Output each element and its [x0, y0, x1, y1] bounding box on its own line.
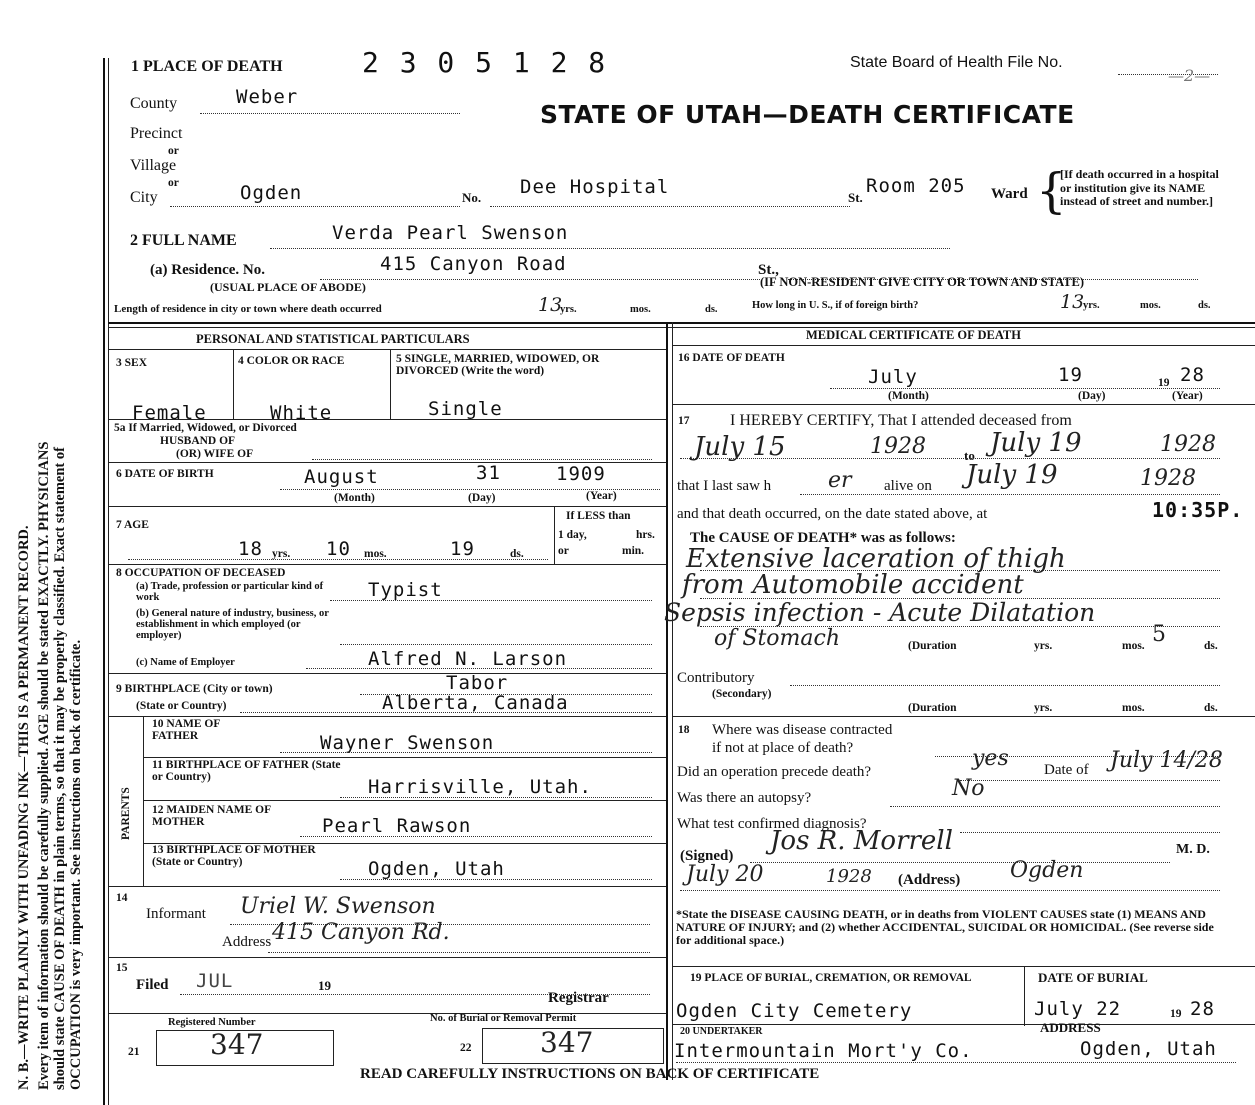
st-label: St. [848, 190, 863, 205]
undertaker-label: 20 UNDERTAKER [680, 1026, 763, 1037]
husband-label-1: 5a If Married, Widowed, or Divorced [114, 422, 297, 434]
side-note-4: OCCUPATION is very important. See instructions on back of certificate. [68, 639, 84, 1090]
contributory-label: Contributory [677, 670, 755, 686]
occupation-value: Typist [368, 579, 443, 601]
non-resident-label: (IF NON-RESIDENT GIVE CITY OR TOWN AND STATE) [760, 275, 1085, 289]
burial-address-label: ADDRESS [1040, 1020, 1101, 1035]
medical-section-title: MEDICAL CERTIFICATE OF DEATH [806, 328, 1021, 342]
burial-permit-label: No. of Burial or Removal Permit [430, 1013, 577, 1024]
sex-label: 3 SEX [116, 357, 147, 369]
date-of-death-label: 16 DATE OF DEATH [678, 352, 785, 364]
certificate-number: 2 3 0 5 1 2 8 [362, 46, 608, 79]
age-years: 18 [238, 538, 263, 560]
county-label: County [130, 95, 178, 112]
how-long-us-label: How long in U. S., if of foreign birth? [752, 300, 919, 311]
residence-value: 415 Canyon Road [380, 253, 567, 275]
certify-text: I HEREBY CERTIFY, That I attended deceased from [730, 412, 1072, 429]
cause-line-4: of Stomach [714, 626, 841, 651]
hospital-note: [If death occurred in a hospital or institution give its NAME instead of street and number.] [1060, 167, 1219, 208]
dod-month: July [868, 366, 918, 388]
informant-address: 415 Canyon Rd. [272, 920, 450, 945]
mother-label: 12 MAIDEN NAME OF MOTHER [152, 804, 271, 828]
registrar-label: Registrar [548, 990, 609, 1006]
side-note-3: should state CAUSE OF DEATH in plain terms, so that it may be properly classified. Exact statement of [52, 447, 68, 1090]
father-label: 10 NAME OF FATHER [152, 718, 220, 742]
employer-label: (c) Name of Employer [136, 657, 235, 668]
operation-label: Did an operation precede death? [677, 764, 872, 780]
age-days: 19 [450, 538, 475, 560]
informant-address-label: Address [222, 934, 272, 950]
occupation-a-label: (a) Trade, profession or particular kind of work [136, 581, 324, 603]
operation-date: July 14/28 [1110, 748, 1223, 773]
mother-birthplace-label: 13 BIRTHPLACE OF MOTHER (State or Country) [152, 844, 316, 868]
employer-value: Alfred N. Larson [368, 648, 568, 670]
last-saw-pronoun: er [828, 468, 852, 493]
occupation-b-label: (b) General nature of industry, business, or establishment in which employed (or employer) [136, 608, 329, 641]
attended-to-year: 1928 [1160, 432, 1216, 457]
burial-place-label: 19 PLACE OF BURIAL, CREMATION, OR REMOVAL [690, 972, 972, 984]
side-note-2: Every item of information should be carefully supplied. AGE should be stated EXACTLY. PHYSICIANS [36, 441, 52, 1090]
informant-label: Informant [146, 906, 206, 922]
dob-month: August [304, 466, 379, 488]
race-label: 4 COLOR OR RACE [238, 355, 345, 367]
father-value: Wayner Swenson [320, 732, 495, 754]
autopsy-label: Was there an autopsy? [677, 790, 812, 806]
sex-value: Female [132, 402, 207, 424]
no-label: No. [462, 190, 482, 205]
race-value: White [270, 402, 333, 424]
dod-year: 28 [1180, 364, 1205, 386]
birthplace-state: Alberta, Canada [382, 692, 569, 714]
dob-label: 6 DATE OF BIRTH [116, 468, 214, 480]
mother-value: Pearl Rawson [322, 815, 472, 837]
residence-label: (a) Residence. No. [150, 262, 265, 278]
length-residence-yrs: 13 [538, 294, 563, 316]
footer-instructions: READ CAREFULLY INSTRUCTIONS ON BACK OF CERTIFICATE [360, 1066, 820, 1082]
attended-from-year: 1928 [870, 434, 926, 459]
village-label: Village [130, 157, 177, 174]
file-no-label: State Board of Health File No. [850, 54, 1063, 71]
undertaker-value: Intermountain Mort'y Co. [674, 1040, 973, 1062]
operation-value: yes [972, 746, 1009, 771]
last-saw-year: 1928 [1140, 466, 1196, 491]
length-residence-label: Length of residence in city or town where death occurred [114, 303, 382, 315]
burial-place-value: Ogden City Cemetery [676, 1000, 913, 1022]
husband-label-3: (OR) WIFE OF [176, 448, 254, 460]
cause-line-2: from Automobile accident [682, 570, 1024, 600]
marital-label: 5 SINGLE, MARRIED, WIDOWED, OR DIVORCED (Write the word) [396, 353, 600, 377]
certificate-title: STATE OF UTAH—DEATH CERTIFICATE [540, 100, 1075, 129]
permit-value: 347 [540, 1026, 594, 1059]
full-name-value: Verda Pearl Swenson [332, 222, 569, 244]
filed-label: Filed [136, 977, 169, 993]
less-than-label: If LESS than [566, 510, 631, 522]
filed-stamp: JUL [196, 970, 234, 992]
burial-date-label: DATE OF BURIAL [1038, 970, 1148, 985]
father-birthplace-label: 11 BIRTHPLACE OF FATHER (State or Country) [152, 759, 341, 783]
occupation-label: 8 OCCUPATION OF DECEASED [116, 567, 286, 579]
cause-line-1: Extensive laceration of thigh [686, 544, 1066, 574]
cause-line-3: Sepsis infection - Acute Dilatation [664, 598, 1096, 627]
how-long-us-yrs: 13 [1060, 291, 1085, 313]
last-saw-date: July 19 [966, 460, 1058, 490]
city-label: City [130, 189, 158, 206]
brace-icon: { [1036, 163, 1067, 219]
dod-day: 19 [1058, 364, 1083, 386]
parents-label: PARENTS [120, 787, 132, 840]
physician-signature: Jos R. Morrell [770, 826, 953, 856]
mother-birthplace: Ogden, Utah [368, 858, 505, 880]
reg-number-label: Registered Number [168, 1017, 256, 1028]
signed-year: 1928 [826, 866, 872, 887]
age-label: 7 AGE [116, 519, 149, 531]
center-divider [666, 322, 668, 1080]
duration-months: 5 [1152, 622, 1166, 647]
dob-day: 31 [476, 462, 501, 484]
informant-signature: Uriel W. Swenson [240, 894, 436, 919]
signed-label: (Signed) [680, 848, 734, 864]
marital-value: Single [428, 398, 503, 420]
test-label: What test confirmed diagnosis? [677, 816, 867, 832]
cause-footnote: *State the DISEASE CAUSING DEATH, or in deaths from VIOLENT CAUSES state (1) MEANS AND NATURE OF INJURY; and (2) whether ACCIDENTAL, SUICIDAL OR HOMICIDAL. (See reverse side for additional space.) [676, 907, 1214, 947]
birthplace-city: Tabor [446, 672, 509, 694]
death-time: 10:35P. [1152, 498, 1244, 522]
city-value: Ogden [240, 182, 303, 204]
full-name-label: 2 FULL NAME [130, 232, 237, 249]
age-months: 10 [326, 538, 351, 560]
physician-address: Ogden [1010, 858, 1084, 883]
burial-date-value: July 22 [1034, 998, 1122, 1020]
father-birthplace: Harrisville, Utah. [368, 776, 592, 798]
usual-abode-label: (USUAL PLACE OF ABODE) [210, 280, 366, 294]
county-value: Weber [236, 86, 299, 108]
ward-label: Ward [991, 186, 1028, 202]
signed-date: July 20 [686, 862, 764, 887]
place-of-death-label: 1 PLACE OF DEATH [131, 58, 283, 75]
death-occurred-label: and that death occurred, on the date stated above, at [677, 506, 988, 522]
hospital-value: Dee Hospital [520, 176, 670, 198]
left-border [103, 58, 105, 1105]
precinct-label: Precinct [130, 125, 183, 142]
dob-year: 1909 [556, 463, 606, 485]
husband-label-2: HUSBAND OF [160, 435, 236, 447]
file-no-value: —2— [1168, 66, 1211, 85]
room-value: Room 205 [866, 175, 966, 197]
burial-year-value: 28 [1190, 998, 1215, 1020]
side-note-1: N. B.—WRITE PLAINLY WITH UNFADING INK—THIS IS A PERMANENT RECORD. [16, 525, 32, 1090]
attended-from: July 15 [694, 432, 786, 462]
cause-label: The CAUSE OF DEATH* was as follows: [690, 530, 956, 546]
undertaker-address: Ogden, Utah [1080, 1038, 1217, 1060]
q18-label: Where was disease contracted [712, 722, 893, 738]
attended-to: July 19 [990, 428, 1082, 458]
personal-section-title: PERSONAL AND STATISTICAL PARTICULARS [196, 332, 470, 346]
birthplace-label: 9 BIRTHPLACE (City or town) [116, 683, 273, 695]
last-saw-label: that I last saw h [677, 478, 772, 494]
reg-number-value: 347 [210, 1028, 264, 1061]
autopsy-value: No [952, 776, 985, 801]
